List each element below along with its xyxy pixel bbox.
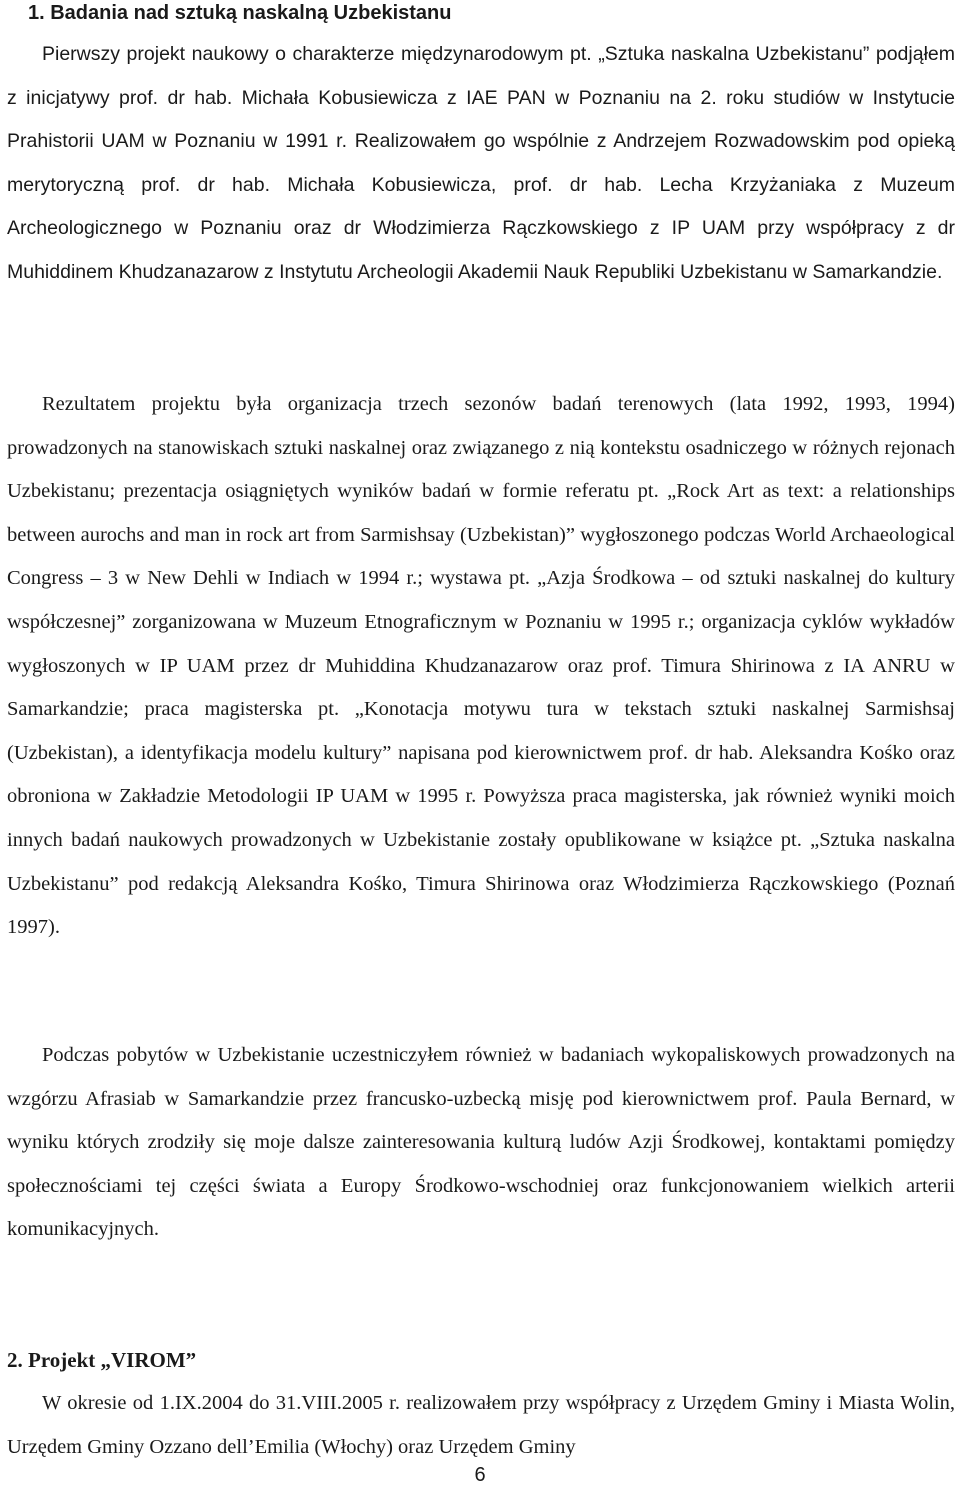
section-heading-virom-project: 2. Projekt „VIROM” — [7, 1348, 197, 1372]
paragraph-virom-intro: W okresie od 1.IX.2004 do 31.VIII.2005 r. realizowałem przy współpracy z Urzędem Gminy i Miasta Wolin, Urzędem Gminy Ozzano dell’Emilia (Włochy) oraz Urzędem Gminy — [7, 1392, 955, 1458]
paragraph-afrasiab-excavations: Podczas pobytów w Uzbekistanie uczestniczyłem również w badaniach wykopaliskowych prowadzonych na wzgórzu Afrasiab w Samarkandzie przez francusko-uzbecką misję pod kierownictwem prof. Paula Bernard, w wyniku których zrodziły się moje dalsze zainteresowania kulturą ludów Azji Środkowej, kontaktami pomiędzy społecznościami tej części świata a Europy Środkowo-wschodniej oraz funkcjonowaniem wielkich arterii komunikacyjnych. — [7, 1044, 955, 1241]
paragraph-project-results: Rezultatem projektu była organizacja trzech sezonów badań terenowych (lata 1992, 1993, 1994) prowadzonych na stanowiskach sztuki naskalnej oraz związanego z nią kontekstu osadniczego w różnych rejonach Uzbekistanu; prezentacja osiągniętych wyników badań w formie referatu pt. „Rock Art as text: a relationships between aurochs and man in rock art from Sarmishsay (Uzbekistan)” wygłoszonego podczas World Archaeological Congress – 3 w New Dehli w Indiach w 1994 r.; wystawa pt. „Azja Środkowa – od sztuki naskalnej do kultury współczesnej” zorganizowana w Muzeum Etnograficznym w Poznaniu w 1995 r.; organizacja cyklów wykładów wygłoszonych w IP UAM przez dr Muhiddina Khudzanazarow oraz prof. Timura Shirinowa z IA ANRU w Samarkandzie; praca magisterska pt. „Konotacja motywu tura w tekstach sztuki naskalnej Sarmishsaj (Uzbekistan), a identyfikacja modelu kultury” napisana pod kierownictwem prof. dr hab. Aleksandra Kośko oraz obroniona w Zakładzie Metodologii IP UAM w 1995 r. Powyższa praca magisterska, jak również wyniki moich innych badań naukowych prowadzonych w Uzbekistanie zostały opublikowane w książce pt. „Sztuka naskalna Uzbekistanu” pod redakcją Aleksandra Kośko, Timura Shirinowa oraz Włodzimierza Rączkowskiego (Poznań 1997). — [7, 393, 955, 939]
paragraph-project-intro: Pierwszy projekt naukowy o charakterze międzynarodowym pt. „Sztuka naskalna Uzbekistanu” podjąłem z inicjatywy prof. dr hab. Michała Kobusiewicza z IAE PAN w Poznaniu na 2. roku studiów w Instytucie Prahistorii UAM w Poznaniu w 1991 r. Realizowałem go wspólnie z Andrzejem Rozwadowskim pod opieką merytoryczną prof. dr hab. Michała Kobusiewicza, prof. dr hab. Lecha Krzyżaniaka z Muzeum Archeologicznego w Poznaniu oraz dr Włodzimierza Rączkowskiego z IP UAM przy współpracy z dr Muhiddinem Khudzanazarow z Instytutu Archeologii Akademii Nauk Republiki Uzbekistanu w Samarkandzie. — [7, 43, 955, 283]
page-number: 6 — [474, 1464, 486, 1486]
section-heading-rock-art-uzbekistan: 1. Badania nad sztuką naskalną Uzbekistanu — [28, 2, 452, 24]
